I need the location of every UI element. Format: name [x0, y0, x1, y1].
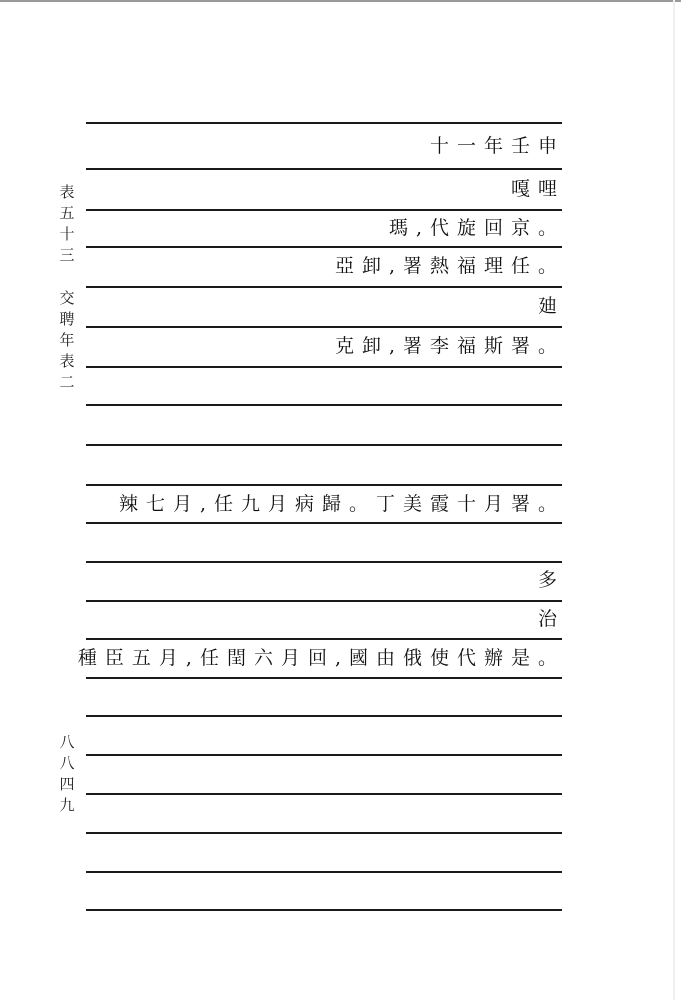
table-rule	[86, 561, 562, 563]
table-rule	[86, 366, 562, 368]
scan-right-edge	[673, 0, 675, 1000]
table-rule	[86, 600, 562, 602]
table-rule	[86, 909, 562, 911]
table-row: 瑪,代旋回京。	[388, 217, 565, 239]
table-row: 亞卸,署熱福理任。	[334, 255, 565, 277]
table-rule	[86, 522, 562, 524]
table-row: 廸	[537, 295, 565, 317]
table-row: 嘎哩	[510, 178, 565, 200]
table-rule	[86, 715, 562, 717]
table-row: 治	[537, 608, 565, 630]
table-rule	[86, 404, 562, 406]
table-rule	[86, 832, 562, 834]
table-rule	[86, 286, 562, 288]
table-rule	[86, 122, 562, 124]
table-rule	[86, 326, 562, 328]
table-rule	[86, 871, 562, 873]
table-row: 十一年壬申	[429, 135, 565, 157]
table-rule	[86, 754, 562, 756]
table-row: 辣七月,任九月病歸。丁美霞十月署。	[118, 493, 565, 515]
table-rule	[86, 168, 562, 170]
table-row: 種臣五月,任閏六月回,國由俄使代辦是。	[77, 647, 565, 669]
table-rule	[86, 484, 562, 486]
table-rule	[86, 677, 562, 679]
table-label: 交 聘 年 表 二	[59, 289, 75, 391]
scan-top-border	[0, 0, 681, 2]
page-number: 八 八 四 九	[59, 733, 75, 814]
table-rule	[86, 793, 562, 795]
table-row: 克卸,署李福斯署。	[334, 335, 565, 357]
volume-label: 表 五 十 三	[59, 183, 75, 264]
table-rule	[86, 209, 562, 211]
table-rule	[86, 638, 562, 640]
table-rule	[86, 246, 562, 248]
table-rule	[86, 444, 562, 446]
table-row: 多	[537, 569, 565, 591]
